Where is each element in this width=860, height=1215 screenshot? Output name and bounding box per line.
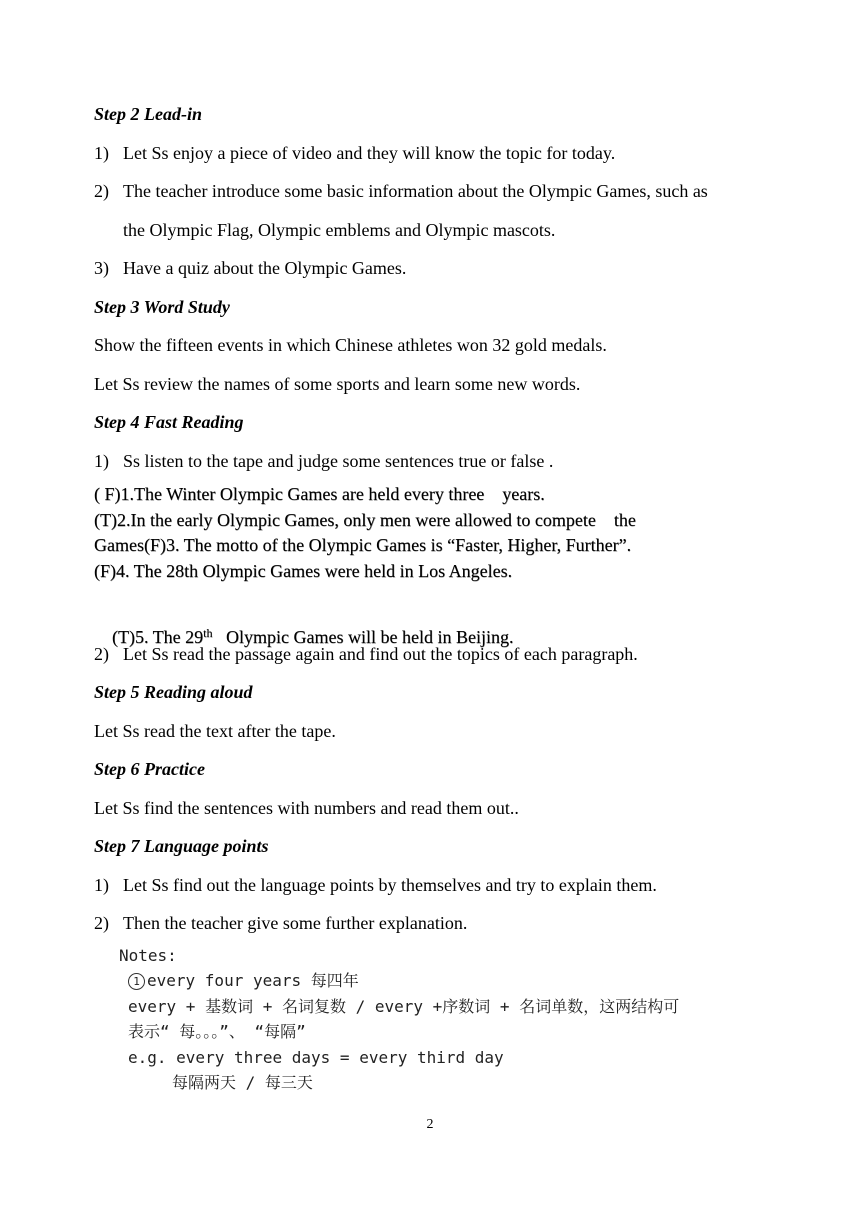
paragraph: Let Ss review the names of some sports and learn some new words. — [94, 374, 581, 394]
list-text: Then the teacher give some further explanation. — [123, 913, 468, 933]
note-point — [128, 971, 359, 991]
quiz-statement: (T)2.In the early Olympic Games, only men were allowed to compete the — [94, 510, 636, 530]
paragraph: Let Ss read the text after the tape. — [94, 721, 336, 741]
page-number: 2 — [426, 1117, 434, 1132]
quiz-text: (T)5. The 29 — [112, 627, 204, 647]
list-number: 1) — [94, 875, 109, 895]
list-text-continued: the Olympic Flag, Olympic emblems and Olympic mascots. — [123, 220, 556, 240]
quiz-text: Olympic Games will be held in Beijing. — [212, 627, 514, 647]
list-text: Let Ss enjoy a piece of video and they will know the topic for today. — [123, 143, 616, 163]
quiz-statement: Games(F)3. The motto of the Olympic Games is “Faster, Higher, Further”. — [94, 535, 632, 555]
list-number: 1) — [94, 143, 109, 163]
note-point-text: every four years 每四年 — [147, 971, 359, 990]
ordinal-suffix: th — [203, 626, 213, 640]
list-text: Ss listen to the tape and judge some sentences true or false . — [123, 451, 554, 471]
note-meaning: 表示“ 每。。。”、 “每隔” — [128, 1022, 306, 1041]
list-number: 2) — [94, 644, 109, 664]
note-translation: 每隔两天 / 每三天 — [172, 1073, 313, 1092]
list-text: The teacher introduce some basic information about the Olympic Games, such as — [123, 181, 708, 201]
quiz-statement: (F)4. The 28th Olympic Games were held in Los Angeles. — [94, 561, 513, 581]
step4-heading: Step 4 Fast Reading — [94, 412, 244, 432]
list-text: Have a quiz about the Olympic Games. — [123, 258, 407, 278]
list-number: 3) — [94, 258, 109, 278]
paragraph: Show the fifteen events in which Chinese athletes won 32 gold medals. — [94, 335, 607, 355]
step2-heading: Step 2 Lead-in — [94, 104, 202, 124]
quiz-statement: ( F)1.The Winter Olympic Games are held every three years. — [94, 484, 545, 504]
note-example: e.g. every three days = every third day — [128, 1048, 504, 1067]
list-number: 2) — [94, 913, 109, 933]
list-text: Let Ss find out the language points by themselves and try to explain them. — [123, 875, 657, 895]
list-number: 2) — [94, 181, 109, 201]
step3-heading: Step 3 Word Study — [94, 297, 230, 317]
list-text: Let Ss read the passage again and find out the topics of each paragraph. — [123, 644, 638, 664]
notes-label: Notes: — [119, 946, 177, 965]
list-number: 1) — [94, 451, 109, 471]
step5-heading: Step 5 Reading aloud — [94, 682, 253, 702]
step6-heading: Step 6 Practice — [94, 759, 205, 779]
circled-number: 1 — [128, 973, 145, 990]
paragraph: Let Ss find the sentences with numbers and read them out.. — [94, 798, 519, 818]
note-structure: every + 基数词 + 名词复数 / every +序数词 + 名词单数，这两结构可 — [128, 997, 680, 1016]
step7-heading: Step 7 Language points — [94, 836, 269, 856]
